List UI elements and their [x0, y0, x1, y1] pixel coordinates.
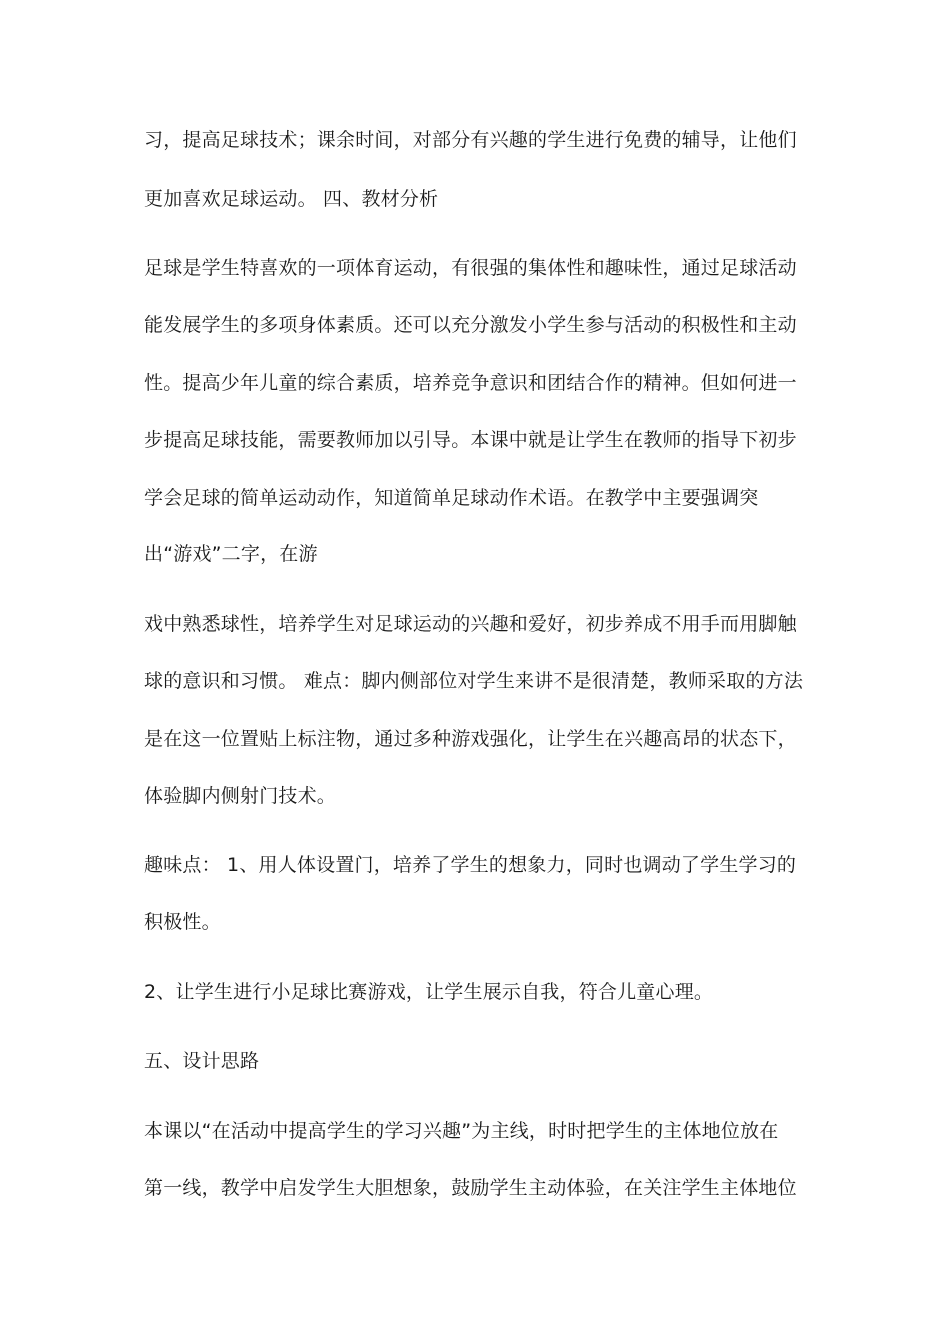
text-line: 步提高足球技能，需要教师加以引导。本课中就是让学生在教师的指导下初步	[144, 429, 797, 451]
text-line: 学会足球的简单运动动作，知道简单足球动作术语。在教学中主要强调突	[144, 487, 759, 509]
text-line: 习，提高足球技术；课余时间，对部分有兴趣的学生进行免费的辅导，让他们	[144, 129, 797, 151]
section-heading: 五、设计思路	[144, 1050, 260, 1072]
text-line: 积极性。	[144, 911, 221, 933]
text-line: 性。提高少年儿童的综合素质，培养竞争意识和团结合作的精神。但如何进一	[144, 372, 797, 394]
text-line: 是在这一位置贴上标注物，通过多种游戏强化，让学生在兴趣高昂的状态下，	[144, 728, 797, 750]
text-line: 趣味点： 1、用人体设置门，培养了学生的想象力，同时也调动了学生学习的	[144, 854, 797, 876]
text-line: 戏中熟悉球性，培养学生对足球运动的兴趣和爱好，初步养成不用手而用脚触	[144, 613, 797, 635]
text-line: 2、让学生进行小足球比赛游戏，让学生展示自我，符合儿童心理。	[144, 981, 714, 1003]
text-line: 球的意识和习惯。 难点：脚内侧部位对学生来讲不是很清楚，教师采取的方法	[144, 670, 804, 692]
text-line: 更加喜欢足球运动。 四、教材分析	[144, 188, 439, 210]
text-line: 本课以“在活动中提高学生的学习兴趣”为主线，时时把学生的主体地位放在	[144, 1120, 779, 1142]
text-line: 体验脚内侧射门技术。	[144, 785, 337, 807]
text-line: 能发展学生的多项身体素质。还可以充分激发小学生参与活动的积极性和主动	[144, 314, 797, 336]
text-line: 足球是学生特喜欢的一项体育运动，有很强的集体性和趣味性，通过足球活动	[144, 257, 797, 279]
text-line: 第一线，教学中启发学生大胆想象，鼓励学生主动体验，在关注学生主体地位	[144, 1177, 797, 1199]
text-line: 出“游戏”二字，在游	[144, 543, 318, 565]
